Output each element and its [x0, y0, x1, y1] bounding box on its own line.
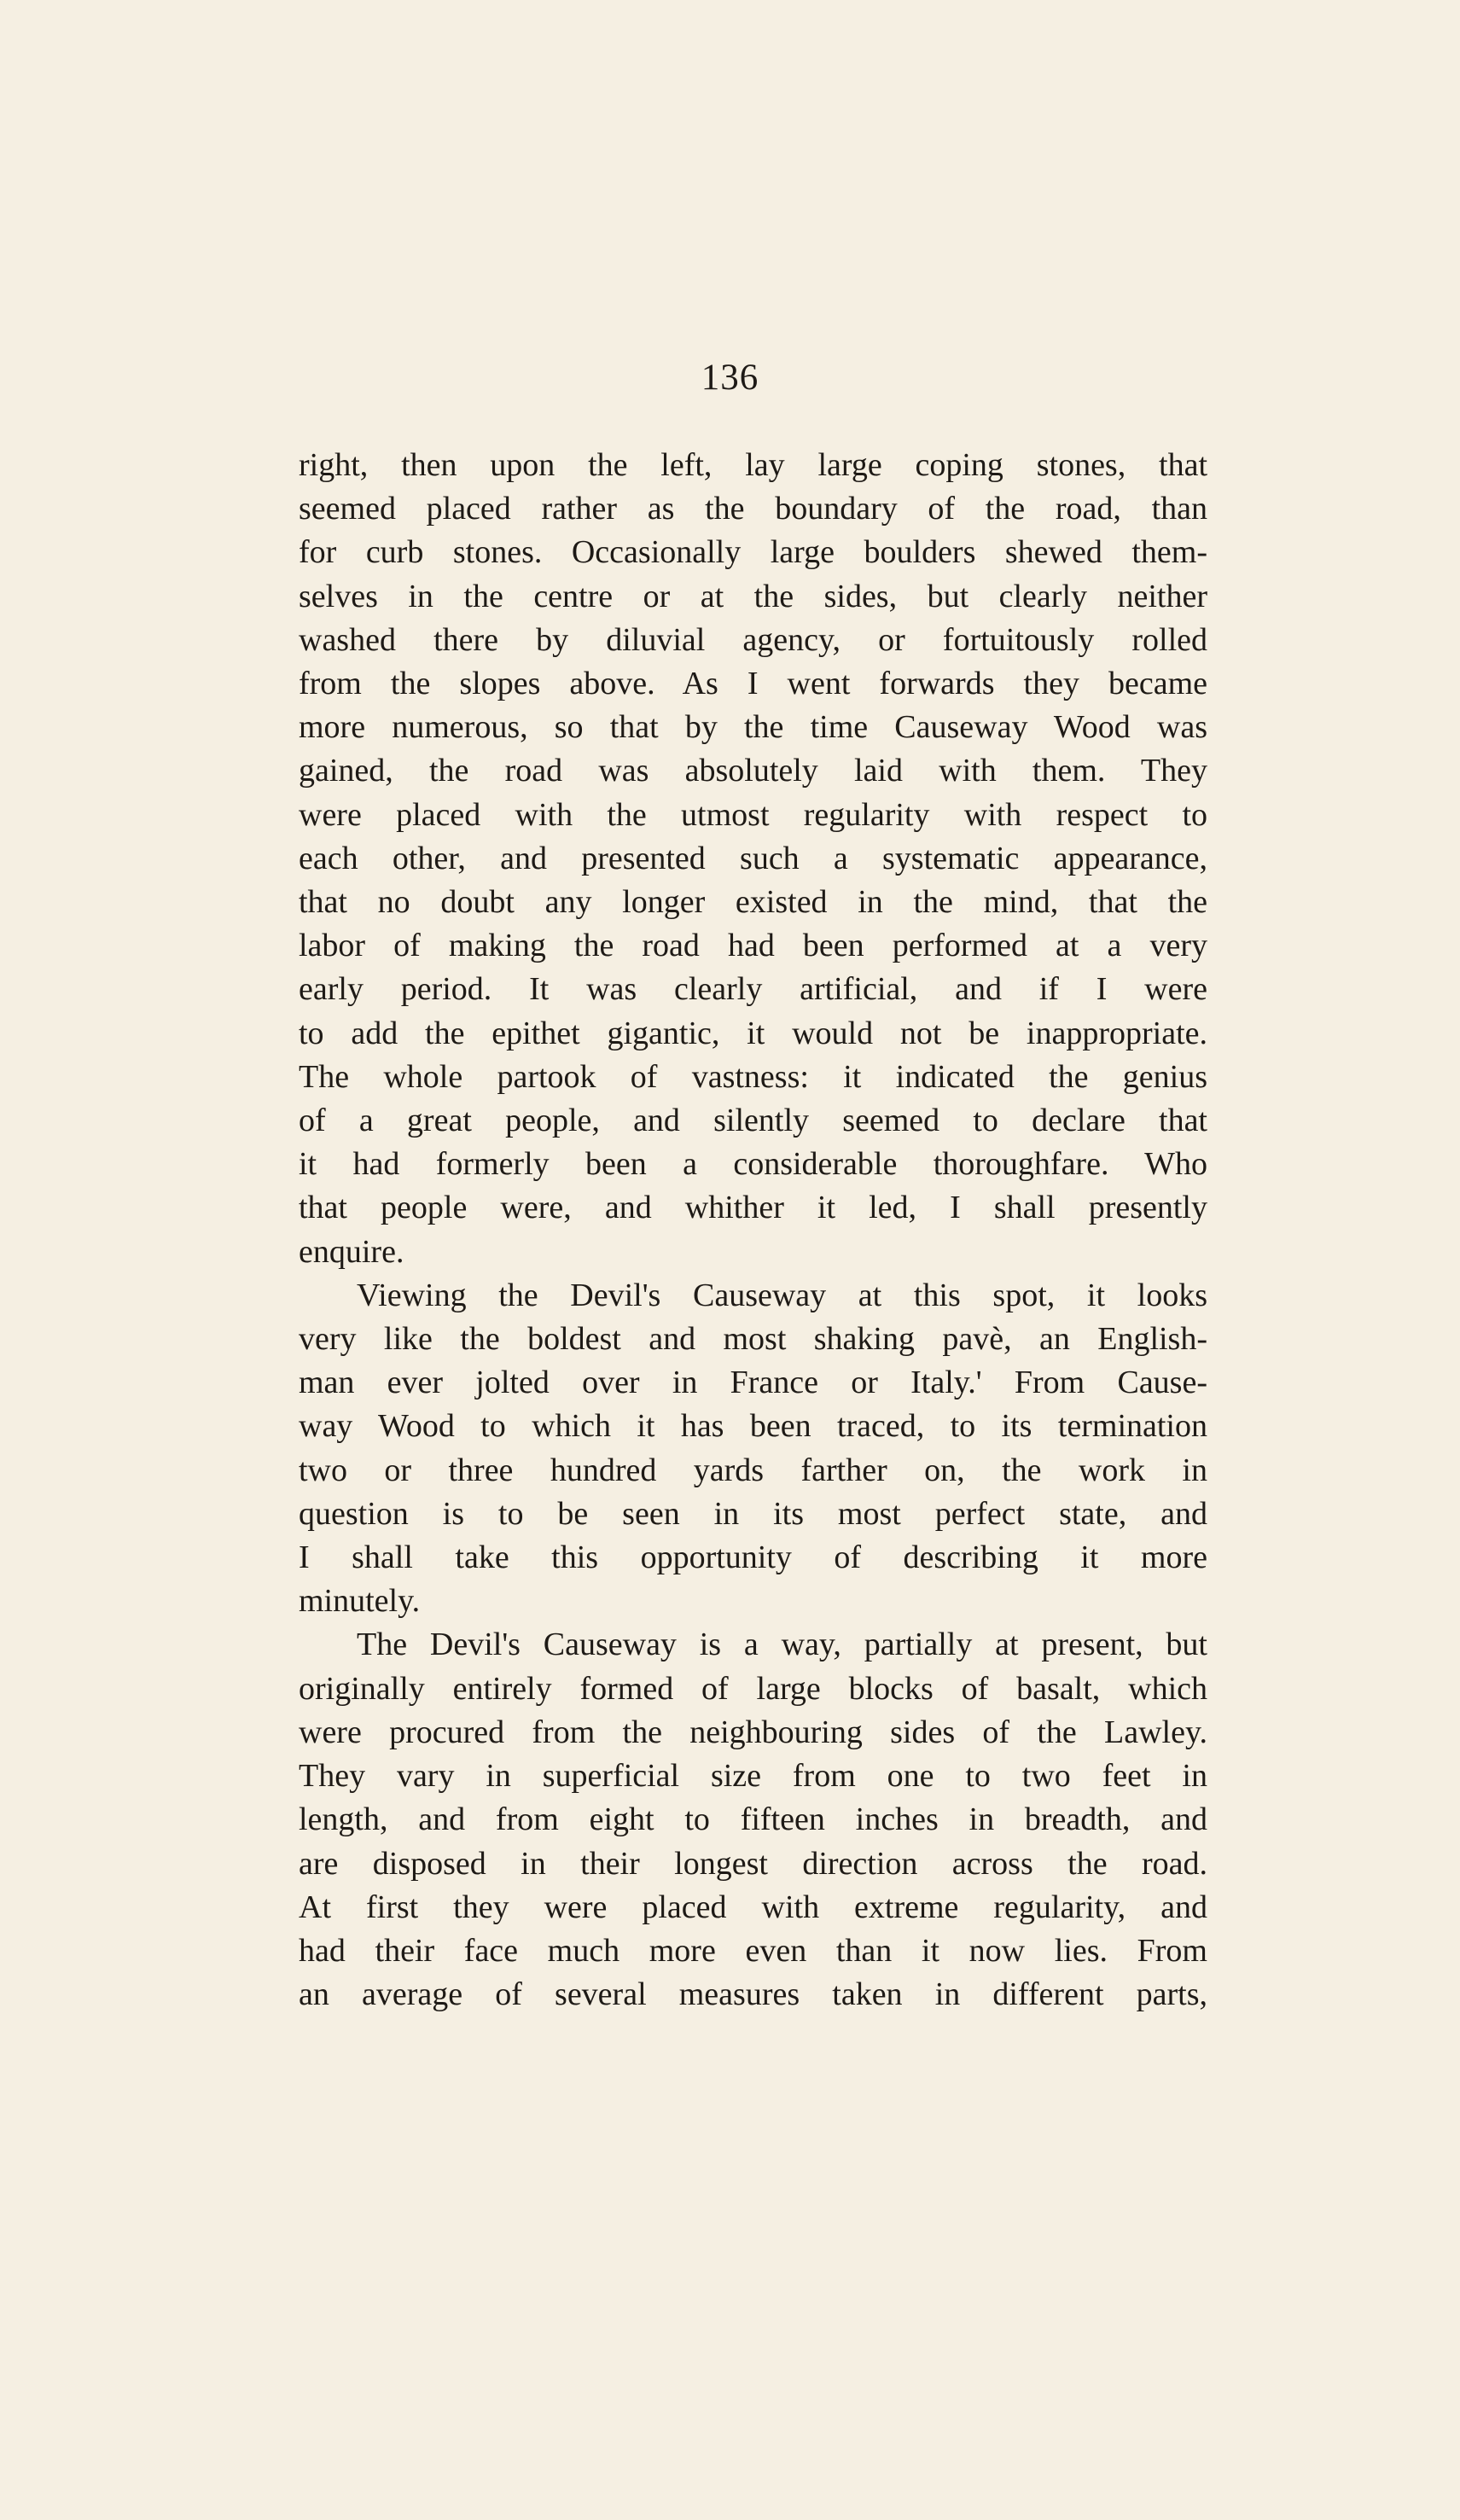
text-line: to add the epithet gigantic, it would not be inappropriate.: [299, 1015, 1207, 1051]
text-line: question is to be seen in its most perfect state, and: [299, 1495, 1207, 1532]
body-text: [299, 444, 1207, 2017]
text-line: were placed with the utmost regularity with respect to: [299, 796, 1207, 833]
text-line: it had formerly been a considerable thoroughfare. Who: [299, 1146, 1207, 1183]
text-line: right, then upon the left, lay large coping stones, that: [299, 447, 1207, 483]
text-line: for curb stones. Occasionally large boulders shewed them-: [299, 534, 1207, 571]
paragraph-2: [299, 1274, 1207, 1624]
text-line: washed there by diluvial agency, or fortuitously rolled: [299, 621, 1207, 658]
text-line: originally entirely formed of large blocks of basalt, which: [299, 1670, 1207, 1707]
text-line: seemed placed rather as the boundary of the road, than: [299, 491, 1207, 527]
text-line: minutely.: [299, 1583, 421, 1620]
text-line: The whole partook of vastness: it indicated the genius: [299, 1058, 1207, 1095]
text-line: At first they were placed with extreme regularity, and: [299, 1889, 1207, 1925]
text-line: I shall take this opportunity of describing it more: [299, 1539, 1207, 1576]
text-line: early period. It was clearly artificial, and if I were: [299, 971, 1207, 1008]
text-line: gained, the road was absolutely laid with them. They: [299, 753, 1207, 789]
text-line: from the slopes above. As I went forwards they became: [299, 666, 1207, 702]
text-line: that no doubt any longer existed in the mind, that the: [299, 884, 1207, 921]
text-line: more numerous, so that by the time Causeway Wood was: [299, 709, 1207, 746]
text-line: had their face much more even than it now lies. From: [299, 1932, 1207, 1969]
text-line: each other, and presented such a systematic appearance,: [299, 840, 1207, 876]
text-line: two or three hundred yards farther on, the work in: [299, 1452, 1207, 1488]
text-line: Viewing the Devil's Causeway at this spot, it looks: [357, 1277, 1207, 1313]
text-line: man ever jolted over in France or Italy.' From Cause-: [299, 1365, 1207, 1401]
text-line: are disposed in their longest direction across the road.: [299, 1845, 1207, 1882]
text-line: that people were, and whither it led, I shall presently: [299, 1190, 1207, 1226]
page-number: 136: [701, 358, 759, 398]
text-line: The Devil's Causeway is a way, partially at present, but: [357, 1627, 1207, 1663]
text-line: way Wood to which it has been traced, to its termination: [299, 1408, 1207, 1445]
text-line: an average of several measures taken in different parts,: [299, 1976, 1207, 2013]
text-line: enquire.: [299, 1233, 404, 1270]
text-line: were procured from the neighbouring sides of the Lawley.: [299, 1714, 1207, 1750]
text-line: selves in the centre or at the sides, but clearly neither: [299, 578, 1207, 614]
text-line: labor of making the road had been performed at a very: [299, 928, 1207, 964]
text-line: length, and from eight to fifteen inches in breadth, and: [299, 1801, 1207, 1838]
paragraph-3: [299, 1623, 1207, 2017]
text-line: They vary in superficial size from one to two feet in: [299, 1758, 1207, 1795]
text-line: of a great people, and silently seemed to declare that: [299, 1103, 1207, 1139]
text-line: very like the boldest and most shaking pavè, an English-: [299, 1321, 1207, 1358]
paragraph-1: [299, 444, 1207, 1274]
